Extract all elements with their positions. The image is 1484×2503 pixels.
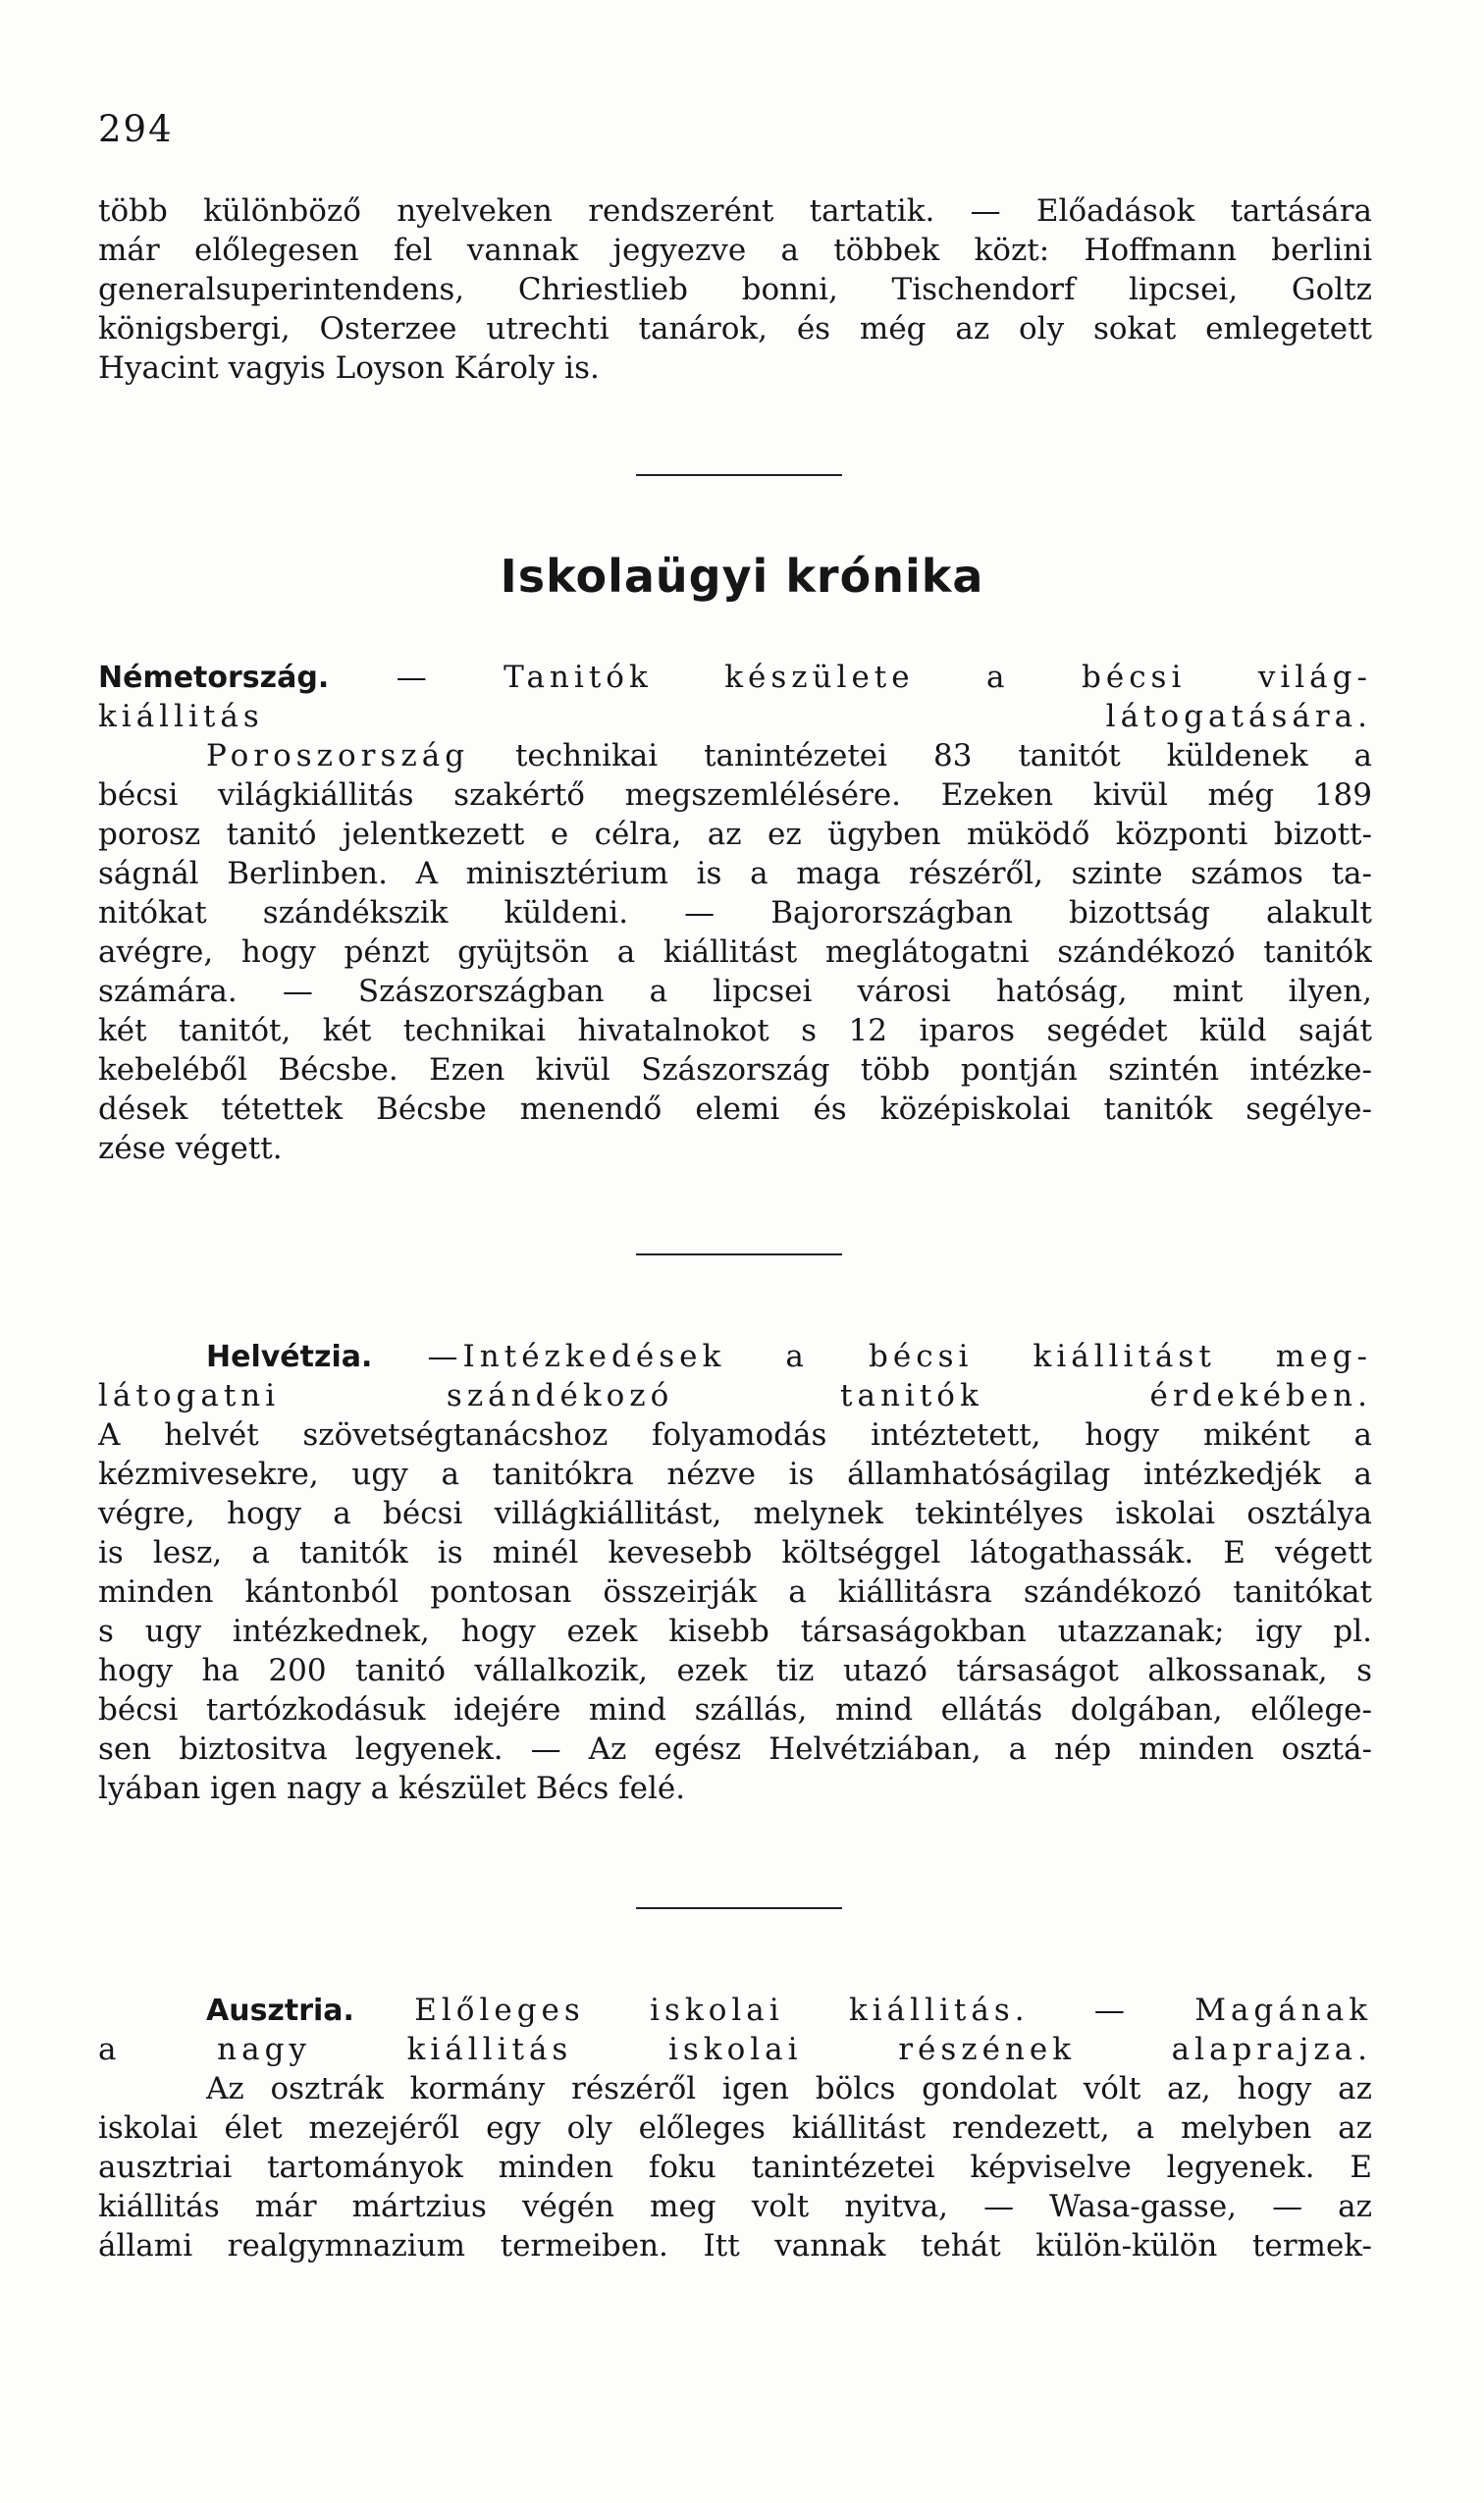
switzerland-heading: —Intézkedések a bécsi kiállitást meg- bbox=[427, 1339, 1372, 1374]
intro-line: már előlegesen fel vannak jegyezve a többek közt: Hoffmann berlini bbox=[98, 233, 1372, 268]
intro-line: több különböző nyelveken rendszerént tartatik. — Előadások tartására bbox=[98, 193, 1372, 229]
switzerland-line: is lesz, a tanitók is minél kevesebb költséggel látogathassák. E végett bbox=[98, 1535, 1372, 1571]
germany-line: számára. — Szászországban a lipcsei városi hatóság, mint ilyen, bbox=[98, 974, 1372, 1009]
austria-line: kiállitás már mártzius végén meg volt nyitva, — Wasa-gasse, — az bbox=[98, 2189, 1372, 2224]
switzerland-line: bécsi tartózkodásuk idejére mind szállás, mind ellátás dolgában, előlege- bbox=[98, 1692, 1372, 1728]
switzerland-line: A helvét szövetségtanácshoz folyamodás intéztetett, hogy miként a bbox=[98, 1417, 1372, 1453]
intro-line: generalsuperintendens, Chriestlieb bonni, Tischendorf lipcsei, Goltz bbox=[98, 272, 1372, 307]
switzerland-line: sen biztositva legyenek. — Az egész Helvétziában, a nép minden osztá- bbox=[98, 1731, 1372, 1767]
austria-section bbox=[98, 1991, 1372, 2265]
germany-heading-line bbox=[98, 658, 1372, 697]
switzerland-section bbox=[98, 1337, 1372, 1808]
germany-first-word: Poroszország bbox=[206, 738, 470, 773]
germany-line: dések tétettek Bécsbe menendő elemi és középiskolai tanitók segélye- bbox=[98, 1092, 1372, 1127]
germany-line: két tanitót, két technikai hivatalnokot s 12 iparos segédet küld saját bbox=[98, 1013, 1372, 1048]
germany-line: bécsi világkiállitás szakértő megszemlélésére. Ezeken kivül még 189 bbox=[98, 777, 1372, 813]
germany-heading: — Tanitók készülete a bécsi világ- bbox=[396, 660, 1372, 695]
austria-heading: Előleges iskolai kiállitás. — Magának bbox=[414, 1993, 1372, 2028]
germany-line: zése végett. bbox=[98, 1131, 283, 1166]
germany-line bbox=[98, 736, 1372, 775]
intro-paragraph bbox=[98, 191, 1372, 388]
switzerland-line: lyában igen nagy a készület Bécs felé. bbox=[98, 1771, 686, 1806]
separator-rule bbox=[636, 1253, 842, 1255]
separator-rule bbox=[636, 1907, 842, 1909]
country-austria: Ausztria. bbox=[206, 1994, 354, 2028]
austria-heading-cont: a nagy kiállitás iskolai részének alaprajza. bbox=[98, 2032, 1372, 2067]
austria-line: Az osztrák kormány részéről igen bölcs gondolat vólt az, hogy az bbox=[206, 2071, 1372, 2106]
germany-line: porosz tanitó jelentkezett e célra, az ez ügyben müködő központi bizott- bbox=[98, 817, 1372, 852]
country-germany: Németország. bbox=[98, 661, 330, 695]
switzerland-line: s ugy intézkednek, hogy ezek kisebb társaságokban utazzanak; igy pl. bbox=[98, 1614, 1372, 1649]
austria-line: iskolai élet mezejéről egy oly előleges kiállitást rendezett, a melyben az bbox=[98, 2110, 1372, 2146]
germany-line: kebeléből Bécsbe. Ezen kivül Szászország több pontján szintén intézke- bbox=[98, 1052, 1372, 1088]
switzerland-heading-line bbox=[98, 1337, 1372, 1376]
switzerland-heading-cont: látogatni szándékozó tanitók érdekében. bbox=[98, 1378, 1372, 1413]
germany-section bbox=[98, 658, 1372, 1168]
austria-heading-line bbox=[98, 1991, 1372, 2030]
germany-line: ságnál Berlinben. A minisztérium is a maga részéről, szinte számos ta- bbox=[98, 856, 1372, 891]
switzerland-line: hogy ha 200 tanitó vállalkozik, ezek tiz utazó társaságot alkossanak, s bbox=[98, 1653, 1372, 1688]
page-number: 294 bbox=[98, 108, 174, 150]
separator-rule bbox=[636, 474, 842, 476]
germany-line-text: technikai tanintézetei 83 tanitót küldenek a bbox=[469, 738, 1372, 773]
germany-line: nitókat szándékszik küldeni. — Bajorországban bizottság alakult bbox=[98, 895, 1372, 931]
section-title: Iskolaügyi krónika bbox=[500, 550, 984, 603]
intro-line: Hyacint vagyis Loyson Károly is. bbox=[98, 350, 600, 386]
country-switzerland: Helvétzia. bbox=[206, 1340, 373, 1374]
germany-line: avégre, hogy pénzt gyüjtsön a kiállitást meglátogatni szándékozó tanitók bbox=[98, 934, 1372, 970]
intro-line: königsbergi, Osterzee utrechti tanárok, és még az oly sokat emlegetett bbox=[98, 311, 1372, 346]
germany-heading-cont: kiállitás látogatására. bbox=[98, 699, 1372, 734]
austria-line: ausztriai tartományok minden foku tanintézetei képviselve legyenek. E bbox=[98, 2150, 1372, 2185]
switzerland-line: minden kántonból pontosan összeirják a kiállitásra szándékozó tanitókat bbox=[98, 1574, 1372, 1610]
switzerland-line: végre, hogy a bécsi villágkiállitást, melynek tekintélyes iskolai osztálya bbox=[98, 1496, 1372, 1531]
switzerland-line: kézmivesekre, ugy a tanitókra nézve is államhatóságilag intézkedjék a bbox=[98, 1457, 1372, 1492]
austria-line: állami realgymnazium termeiben. Itt vannak tehát külön-külön termek- bbox=[98, 2228, 1372, 2263]
